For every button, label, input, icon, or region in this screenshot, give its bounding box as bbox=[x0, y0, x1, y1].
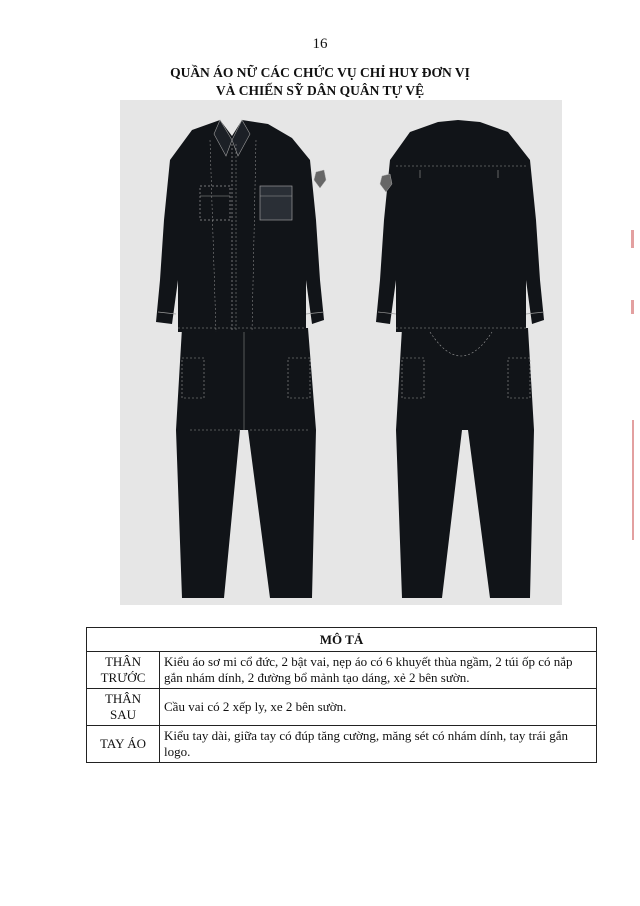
row-label-back bbox=[87, 689, 160, 726]
row-text-back: Cầu vai có 2 xếp ly, xe 2 bên sườn. bbox=[160, 689, 597, 726]
row-label-line: THÂN bbox=[104, 654, 142, 669]
row-label-line: THÂN bbox=[104, 691, 142, 706]
back-trousers bbox=[396, 328, 534, 598]
table-row bbox=[87, 652, 597, 689]
table-row bbox=[87, 726, 597, 763]
title-line-2: VÀ CHIẾN SỸ DÂN QUÂN TỰ VỆ bbox=[215, 83, 425, 98]
scan-artifact bbox=[631, 230, 634, 248]
row-text-front: Kiểu áo sơ mi cổ đức, 2 bật vai, nẹp áo có 6 khuyết thùa ngầm, 2 túi ốp có nắp gắn nhám dính, 2 đường bổ mảnh tạo dáng, xẻ 2 bên sườn. bbox=[160, 652, 597, 689]
scan-artifact bbox=[632, 420, 634, 540]
page-number: 16 bbox=[312, 36, 328, 52]
front-right-pocket bbox=[260, 186, 292, 220]
page-title bbox=[0, 64, 640, 100]
front-trousers bbox=[176, 328, 316, 598]
sleeve-logo-icon bbox=[314, 170, 326, 188]
row-label-line: SAU bbox=[109, 707, 136, 722]
front-view-uniform bbox=[156, 120, 326, 598]
scan-artifact bbox=[631, 300, 634, 314]
row-text-sleeve: Kiểu tay dài, giữa tay có đúp tăng cường, măng sét có nhám dính, tay trái gắn logo. bbox=[160, 726, 597, 763]
row-label-line: TAY ÁO bbox=[99, 736, 147, 751]
table-header: MÔ TẢ bbox=[87, 628, 597, 652]
title-line-1: QUẦN ÁO NỮ CÁC CHỨC VỤ CHỈ HUY ĐƠN VỊ bbox=[170, 65, 470, 80]
table-row bbox=[87, 689, 597, 726]
back-view-uniform bbox=[376, 120, 544, 598]
row-label-sleeve bbox=[87, 726, 160, 763]
row-label-front bbox=[87, 652, 160, 689]
back-jacket bbox=[376, 120, 544, 332]
uniform-illustration bbox=[120, 100, 562, 605]
row-label-line: TRƯỚC bbox=[100, 670, 146, 685]
description-table bbox=[86, 627, 597, 763]
